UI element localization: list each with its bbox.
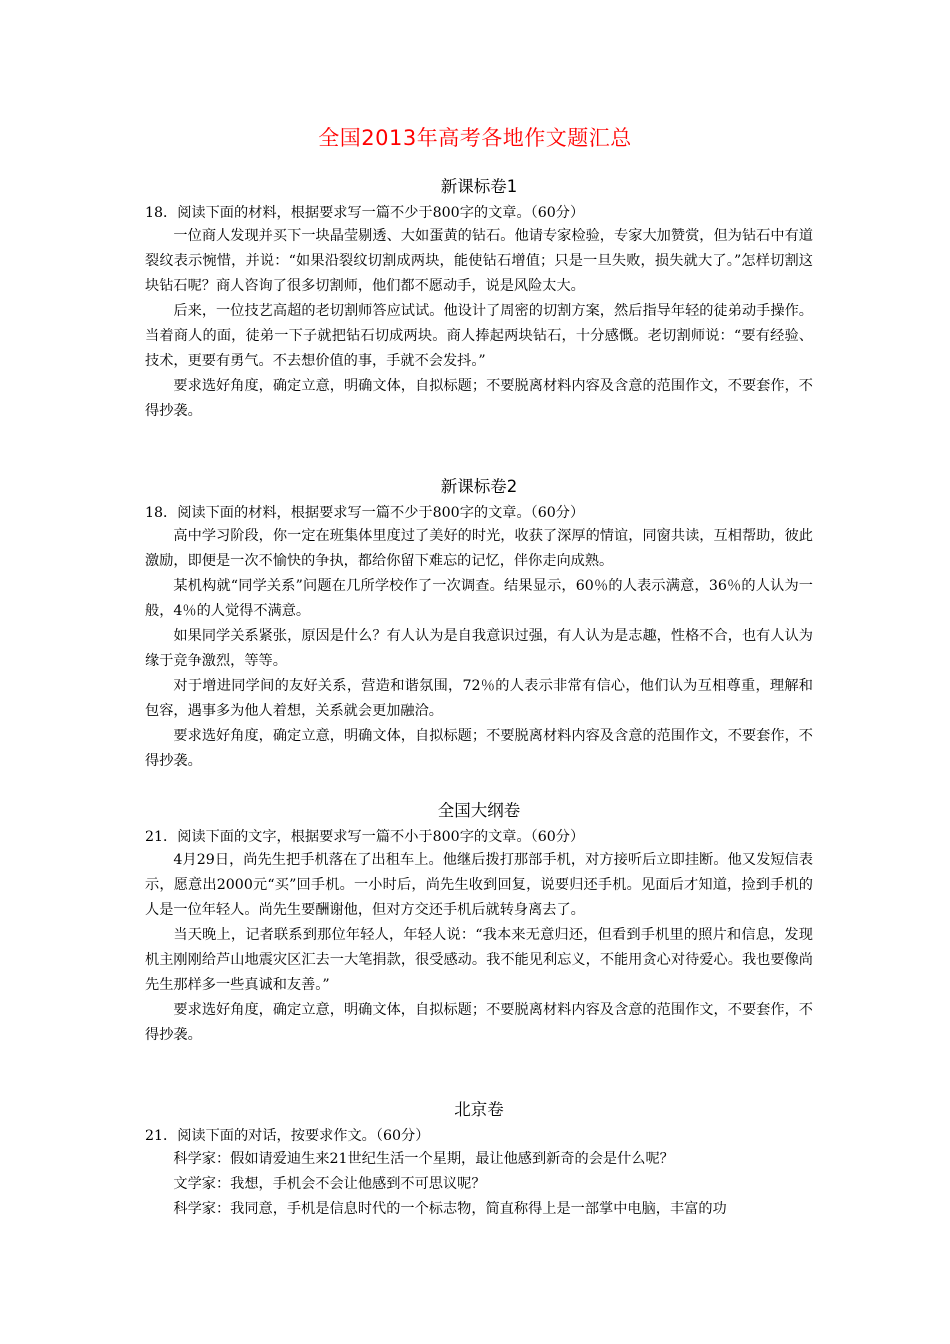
paragraph: 高中学习阶段，你一定在班集体里度过了美好的时光，收获了深厚的情谊，同窗共读，互相帮助，彼此激励，即便是一次不愉快的争执，都给你留下难忘的记忆，伴你走向成熟。	[145, 528, 813, 569]
section-quanguo-dagang	[145, 796, 813, 1048]
question-prompt: 18．阅读下面的材料，根据要求写一篇不少于800字的文章。（60分）	[145, 505, 585, 521]
question-prompt: 21．阅读下面的文字，根据要求写一篇不小于800字的文章。（60分）	[145, 829, 585, 845]
paragraph: 一位商人发现并买下一块晶莹剔透、大如蛋黄的钻石。他请专家检验，专家大加赞赏，但为钻石中有道裂纹表示惋惜，并说：“如果沿裂纹切割成两块，能使钻石增值；只是一旦失败，损失就大了。”怎样切割这块钻石呢？商人咨询了很多切割师，他们都不愿动手，说是风险太大。	[145, 228, 813, 294]
paragraph: 要求选好角度，确定立意，明确文体，自拟标题；不要脱离材料内容及含意的范围作文，不要套作，不得抄袭。	[145, 378, 813, 419]
section-xinkebiao-1	[145, 172, 813, 424]
paragraph: 当天晚上，记者联系到那位年轻人，年轻人说：“我本来无意归还，但看到手机里的照片和信息，发现机主刚刚给芦山地震灾区汇去一大笔捐款，很受感动。我不能见利忘义，不能用贪心对待爱心。我也要像尚先生那样多一些真诚和友善。”	[145, 927, 813, 993]
paragraph: 后来，一位技艺高超的老切割师答应试试。他设计了周密的切割方案，然后指导年轻的徒弟动手操作。当着商人的面，徒弟一下子就把钻石切成两块。商人捧起两块钻石，十分感慨。老切割师说：“要有经验、技术，更要有勇气。不去想价值的事，手就不会发抖。”	[145, 303, 813, 369]
section-xinkebiao-2	[145, 472, 813, 774]
document-title: 全国2013年高考各地作文题汇总	[318, 126, 632, 150]
section-heading: 全国大纲卷	[437, 801, 521, 820]
dialogue-line: 文学家：我想，手机会不会让他感到不可思议呢？	[173, 1176, 486, 1192]
section-beijing	[145, 1095, 813, 1222]
dialogue-line: 科学家：假如请爱迪生来21世纪生活一个星期，最让他感到新奇的会是什么呢？	[173, 1151, 674, 1167]
dialogue-line: 科学家：我同意，手机是信息时代的一个标志物，简直称得上是一部掌中电脑，丰富的功	[173, 1201, 727, 1217]
paragraph: 要求选好角度，确定立意，明确文体，自拟标题；不要脱离材料内容及含意的范围作文，不要套作，不得抄袭。	[145, 1002, 813, 1043]
question-prompt: 18．阅读下面的材料，根据要求写一篇不少于800字的文章。（60分）	[145, 205, 585, 221]
paragraph: 如果同学关系紧张，原因是什么？有人认为是自我意识过强，有人认为是志趣，性格不合，也有人认为缘于竞争激烈，等等。	[145, 628, 813, 669]
paragraph: 对于增进同学间的友好关系，营造和谐氛围，72％的人表示非常有信心，他们认为互相尊重，理解和包容，遇事多为他人着想，关系就会更加融洽。	[145, 678, 813, 719]
paragraph: 4月29日，尚先生把手机落在了出租车上。他继后拨打那部手机，对方接听后立即挂断。他又发短信表示，愿意出2000元“买”回手机。一小时后，尚先生收到回复，说要归还手机。见面后才知道，捡到手机的人是一位年轻人。尚先生要酬谢他，但对方交还手机后就转身离去了。	[145, 852, 813, 918]
section-heading: 新课标卷2	[440, 477, 518, 496]
section-heading: 新课标卷1	[440, 177, 518, 196]
paragraph: 某机构就“同学关系”问题在几所学校作了一次调查。结果显示，60％的人表示满意，36％的人认为一般，4％的人觉得不满意。	[145, 578, 813, 619]
section-heading: 北京卷	[454, 1100, 504, 1119]
question-prompt: 21．阅读下面的对话，按要求作文。（60分）	[145, 1128, 430, 1144]
paragraph: 要求选好角度，确定立意，明确文体，自拟标题；不要脱离材料内容及含意的范围作文，不要套作，不得抄袭。	[145, 728, 813, 769]
